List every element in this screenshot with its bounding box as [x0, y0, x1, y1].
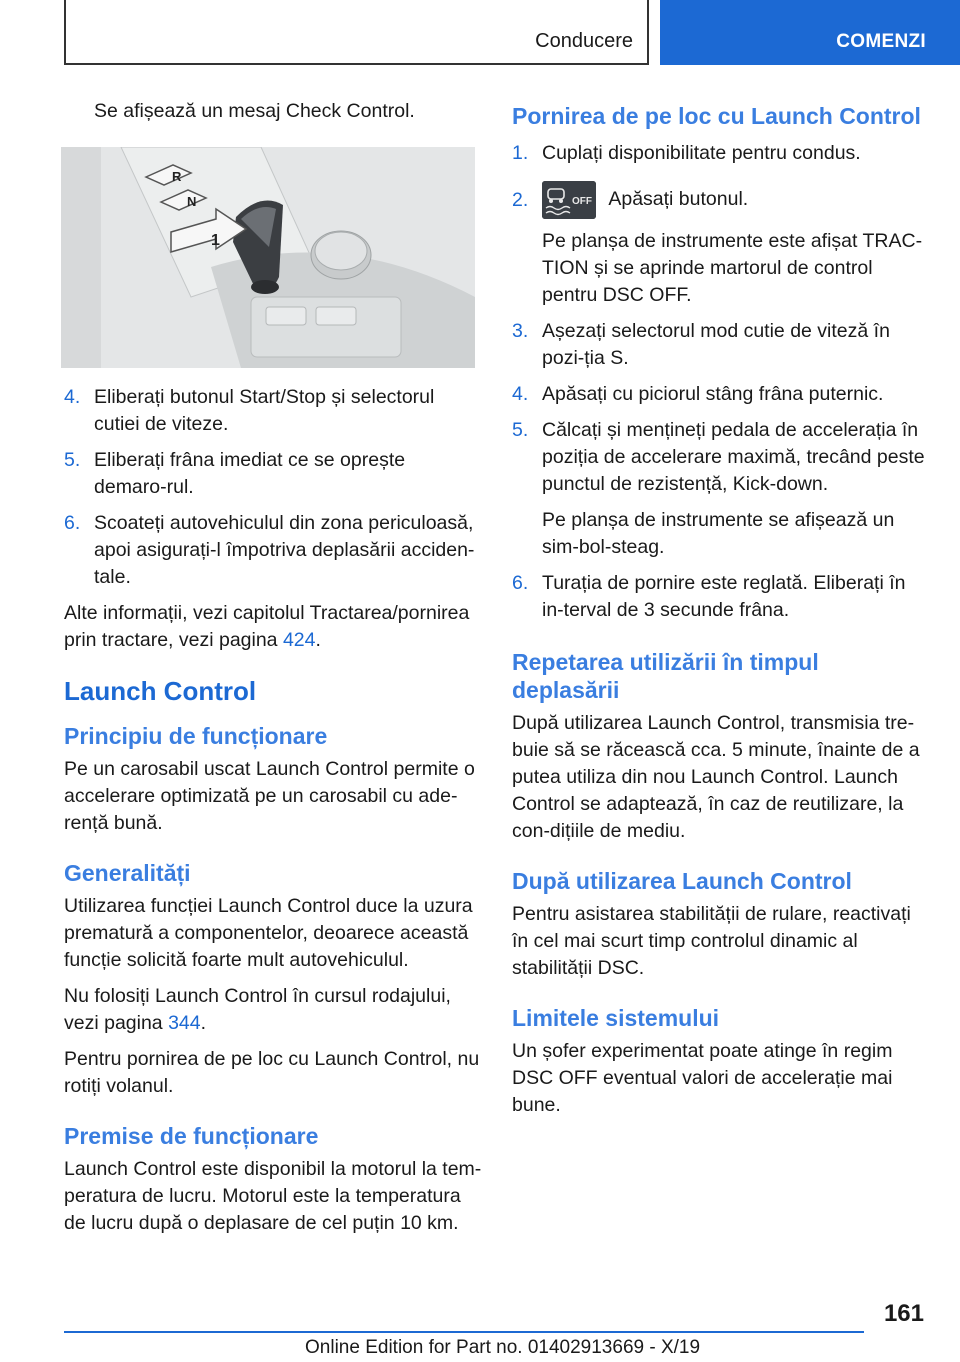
list-item [512, 181, 930, 219]
header-chapter-tab [660, 0, 960, 65]
start-heading: Pornirea de pe loc cu Launch Control [512, 103, 921, 129]
dsc-off-label: OFF [572, 196, 592, 207]
step-number: 4. [512, 383, 529, 405]
list-item [64, 384, 482, 438]
step-text: Eliberați frâna imediat ce se oprește demaro-rul. [94, 449, 406, 498]
step-number: 5. [64, 449, 81, 471]
step-text: Turația de pornire este reglată. Eliberați în in-terval de 3 secunde frâna. [542, 572, 906, 621]
list-item [512, 318, 930, 372]
header-section-box [64, 0, 649, 65]
step-number: 4. [64, 386, 81, 408]
step-text: Așezați selectorul mod cutie de viteză în pozi-ția S. [542, 320, 890, 369]
step-text: Cuplați disponibilitate pentru condus. [542, 142, 861, 164]
general-text-3: Pentru pornirea de pe loc cu Launch Control, nu rotiți volanul. [64, 1048, 480, 1097]
towing-text: Alte informații, vezi capitolul Tractarea/pornirea prin tractare, vezi pagina [64, 602, 470, 651]
step-text: Călcați și mențineți pedala de accelerația în poziția de accelerare maximă, trecând peste punctul de rezistență, Kick-down. [542, 419, 925, 495]
repeat-text: După utilizarea Launch Control, transmisia tre-buie să se răcească cca. 5 minute, înainte de a putea utiliza din nou Launch Control. Launch Control se adaptează, în caz de reutilizare, la con-dițiile de mediu. [512, 712, 920, 842]
page-link-424[interactable]: 424 [282, 629, 316, 651]
general-text-2-body: Nu folosiți Launch Control în cursul rodajului, vezi pagina [64, 985, 451, 1034]
list-item [512, 381, 930, 408]
list-item [512, 417, 930, 498]
principle-text: Pe un carosabil uscat Launch Control permite o accelerare optimizată pe un carosabil cu ade-rență bună. [64, 758, 475, 834]
header-chapter-title: COMENZI [836, 31, 926, 52]
step-number: 3. [512, 320, 529, 342]
left-column [64, 98, 482, 1246]
step5-note: Pe planșa de instrumente se afișează un sim-bol-steag. [542, 509, 895, 558]
footer-divider [64, 1331, 864, 1333]
list-item [512, 140, 930, 167]
step-number: 6. [64, 512, 81, 534]
step-text: Apăsați cu piciorul stâng frâna puternic. [542, 383, 884, 405]
repeat-heading: Repetarea utilizării în timpul deplasării [512, 649, 819, 703]
header-section-title: Conducere [535, 30, 633, 52]
general-text-1: Utilizarea funcției Launch Control duce la uzura prematură a componentelor, deoarece această funcție solicită foarte mult autovehiculul. [64, 895, 473, 971]
figure-callout-1: 1 [211, 232, 220, 249]
gear-selector-illustration [61, 147, 475, 368]
gear-selector-figure [61, 147, 475, 368]
after-text: Pentru asistarea stabilității de rulare, reactivați în cel mai scurt timp controlul dinamic al stabilității DSC. [512, 903, 911, 979]
figure-callout-r: R [172, 169, 182, 184]
dsc-off-button-icon [542, 181, 596, 219]
right-column [512, 98, 930, 1128]
step-text: Apăsați butonul. [608, 188, 749, 211]
limits-text: Un șofer experimentat poate atinge în regim DSC OFF eventual valori de accelerație mai bune. [512, 1040, 893, 1116]
step2-note: Pe planșa de instrumente este afișat TRAC-TION și se aprinde martorul de control pentru DSC OFF. [542, 230, 923, 306]
general-text-2-end: . [200, 1012, 207, 1034]
list-item [512, 570, 930, 624]
list-item [64, 510, 482, 591]
page-number: 161 [883, 1300, 924, 1327]
step-text: Scoateți autovehiculul din zona periculoasă, apoi asigurați-l împotriva deplasării acciden-tale. [94, 512, 475, 588]
general-heading: Generalități [64, 860, 191, 886]
figure-callout-n: N [187, 194, 197, 209]
limits-heading: Limitele sistemului [512, 1005, 720, 1031]
page-link-344[interactable]: 344 [168, 1012, 201, 1034]
step-text: Eliberați butonul Start/Stop și selectorul cutiei de viteze. [94, 386, 435, 435]
intro-text: Se afișează un mesaj Check Control. [94, 100, 415, 122]
towing-reference [64, 600, 482, 654]
prereq-text: Launch Control este disponibil la motorul la tem-peratura de lucru. Motorul este la temperatura de lucru după o deplasare de cel puțin 10 km. [64, 1158, 482, 1234]
general-text-2 [64, 983, 482, 1037]
step-number: 6. [512, 572, 529, 594]
step-number: 2. [512, 189, 529, 211]
step-number: 5. [512, 419, 529, 441]
principle-heading: Principiu de funcționare [64, 723, 328, 749]
towing-end: . [315, 629, 321, 651]
list-item [64, 447, 482, 501]
prereq-heading: Premise de funcționare [64, 1123, 319, 1149]
edition-text: Online Edition for Part no. 01402913669 - X/19 [305, 1337, 701, 1358]
step-number: 1. [512, 142, 529, 164]
after-heading: După utilizarea Launch Control [512, 868, 852, 894]
launch-control-heading: Launch Control [64, 676, 257, 706]
